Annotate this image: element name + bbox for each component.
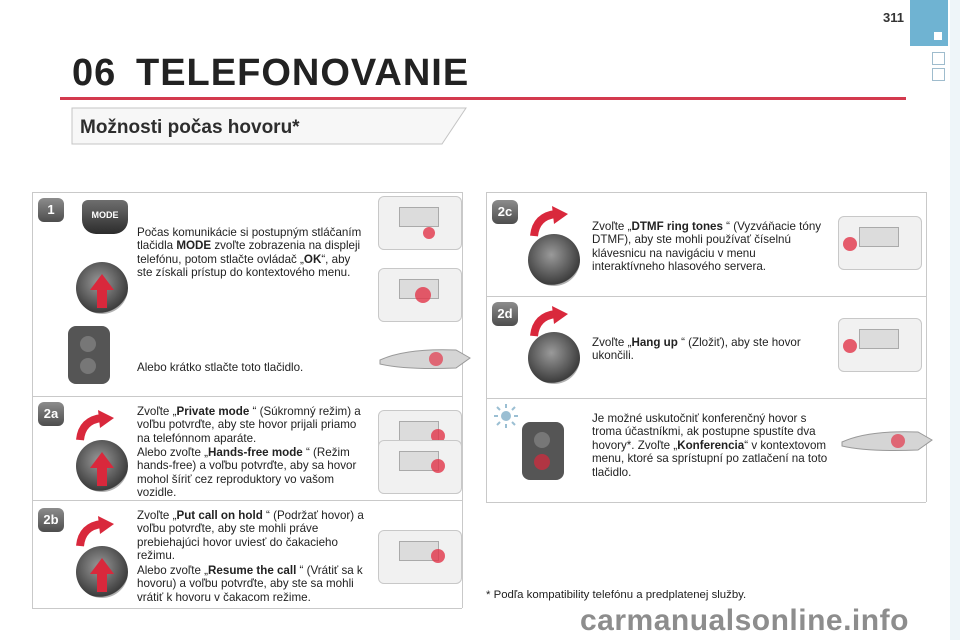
steering-stalk-icon <box>66 324 112 386</box>
step-badge-2b: 2b <box>38 508 64 532</box>
section-title: Možnosti počas hovoru* <box>80 117 300 138</box>
control-knob-icon <box>528 332 580 384</box>
press-arrow-icon <box>82 450 122 490</box>
step-2b-text-1: Zvoľte „Put call on hold “ (Podržať hovor) a voľbu potvrďte, aby ste mohli práve prebiehajúci hovor uviesť do čakacieho režimu. <box>137 509 364 563</box>
square-icon <box>932 52 945 65</box>
steering-stalk-icon <box>520 420 566 482</box>
margin-strip <box>950 0 960 640</box>
step-1-alt-text: Alebo krátko stlačte toto tlačidlo. <box>137 361 304 374</box>
divider <box>32 608 462 609</box>
divider <box>486 192 487 502</box>
stalk-illustration <box>376 338 476 378</box>
radio-unit-illustration <box>838 216 922 270</box>
rotate-arrow-icon <box>74 410 118 444</box>
divider <box>32 192 462 193</box>
step-1-text: Počas komunikácie si postupným stláčaním tlačidla MODE zvoľte zobrazenia na displeji telefónu, potom stlačte ovládač „OK“, aby ste získali prístup do kontextového menu. <box>137 226 362 280</box>
chapter-title: TELEFONOVANIE <box>136 52 470 94</box>
step-2a-text-1: Zvoľte „Private mode “ (Súkromný režim) a voľbu potvrďte, aby ste hovor prijali priamo na telefónnom aparáte. <box>137 405 361 445</box>
conference-text: Je možné uskutočniť konferenčný hovor s troma účastníkmi, ak postupne spustíte dva hovory*. Zvoľte „Konferencia“ v kontextovom menu, ktoré sa sprístupní po zatlačení na toto tlačidlo. <box>592 412 828 479</box>
step-badge-2a: 2a <box>38 402 64 426</box>
stalk-illustration <box>838 420 938 460</box>
sun-icon <box>494 404 518 428</box>
divider <box>486 296 926 297</box>
radio-unit-illustration <box>378 440 462 494</box>
step-badge-2c: 2c <box>492 200 518 224</box>
control-knob-icon <box>528 234 580 286</box>
radio-unit-illustration <box>838 318 922 372</box>
watermark: carmanualsonline.info <box>580 604 909 637</box>
step-badge-2d: 2d <box>492 302 518 326</box>
step-2c-text: Zvoľte „DTMF ring tones “ (Vyzváňacie tóny DTMF), aby ste mohli používať číselnú klávesnicu na navigáciu v menu interaktívneho hlasového servera. <box>592 220 822 274</box>
divider <box>32 396 462 397</box>
radio-unit-illustration <box>378 268 462 322</box>
page-number: 311 <box>883 10 904 25</box>
radio-unit-illustration <box>378 530 462 584</box>
radio-unit-illustration <box>378 196 462 250</box>
chapter-rule <box>60 97 906 100</box>
divider <box>32 500 462 501</box>
step-badge-1: 1 <box>38 198 64 222</box>
chapter-tab <box>910 0 948 46</box>
step-2b-text-2: Alebo zvoľte „Resume the call “ (Vrátiť sa k hovoru) a voľbu potvrďte, aby ste sa mohli vrátiť k hovoru v čakacom režime. <box>137 564 363 604</box>
rotate-arrow-icon <box>74 516 118 550</box>
divider <box>486 502 926 503</box>
square-icon <box>932 68 945 81</box>
footnote: * Podľa kompatibility telefónu a predplatenej služby. <box>486 589 747 601</box>
chapter-number: 06 <box>72 52 117 94</box>
mode-button-icon: MODE <box>82 200 128 234</box>
divider <box>486 398 926 399</box>
press-arrow-icon <box>82 556 122 596</box>
divider <box>486 192 926 193</box>
step-2d-text: Zvoľte „Hang up “ (Zložiť), aby ste hovor ukončili. <box>592 336 801 363</box>
divider <box>462 192 463 608</box>
press-arrow-icon <box>82 272 122 312</box>
step-2a-text-2: Alebo zvoľte „Hands-free mode “ (Režim hands-free) a voľbu potvrďte, aby sa hovor mohol šíriť cez reproduktory vo vašom vozidle. <box>137 446 357 500</box>
divider <box>32 192 33 608</box>
